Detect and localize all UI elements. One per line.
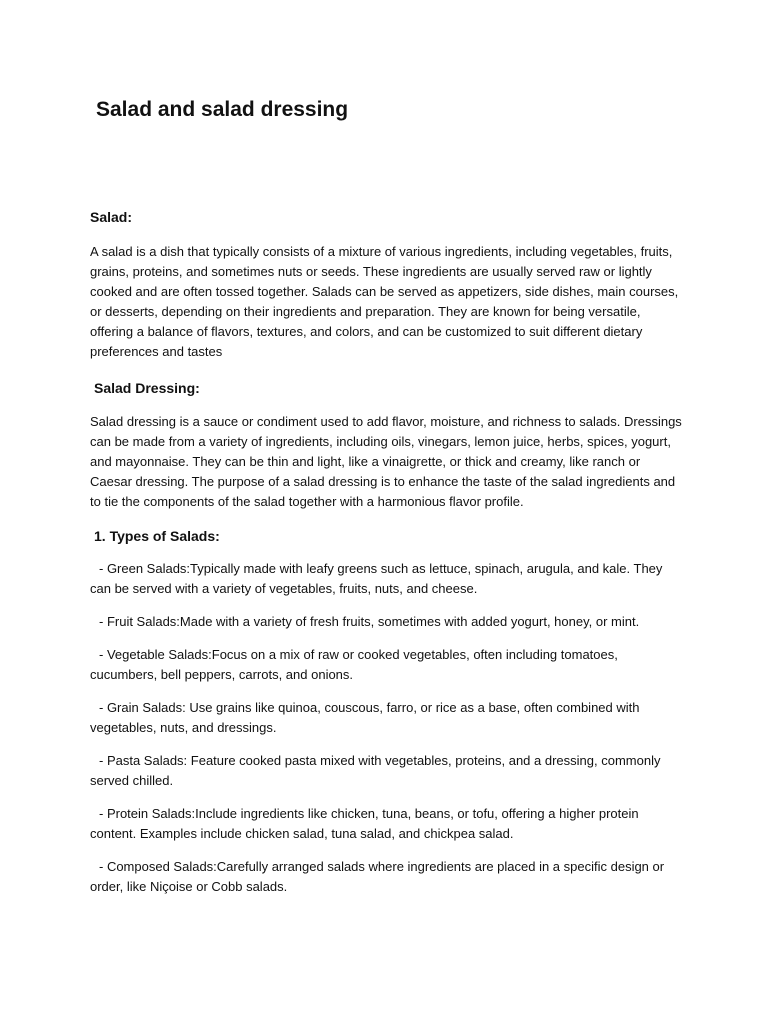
salad-paragraph: A salad is a dish that typically consists of a mixture of various ingredients, including vegetables, fruits, grains, proteins, and sometimes nuts or seeds. These ingredients are usually served raw or lightly cooked and are often tossed together. Salads can be served as appetizers, side dishes, main courses, or desserts, depending on their ingredients and preparation. They are known for being versatile, offering a balance of flavors, textures, and colors, and can be customized to suit different dietary preferences and tastes bbox=[90, 244, 679, 359]
list-item-text: - Grain Salads: Use grains like quinoa, couscous, farro, or rice as a base, often combined with vegetables, nuts, and dressings. bbox=[90, 700, 640, 735]
list-item-text: - Vegetable Salads:Focus on a mix of raw or cooked vegetables, often including tomatoes, cucumbers, bell peppers, carrots, and onions. bbox=[90, 647, 618, 682]
list-item-vegetable-salads bbox=[90, 645, 682, 685]
list-item-composed-salads bbox=[90, 857, 682, 897]
list-item-text: - Pasta Salads: Feature cooked pasta mixed with vegetables, proteins, and a dressing, commonly served chilled. bbox=[90, 753, 661, 788]
list-item-grain-salads bbox=[90, 698, 682, 738]
list-item-text: - Fruit Salads:Made with a variety of fresh fruits, sometimes with added yogurt, honey, or mint. bbox=[99, 614, 640, 629]
document-body bbox=[90, 207, 682, 910]
list-item-text: - Green Salads:Typically made with leafy greens such as lettuce, spinach, arugula, and kale. They can be served with a variety of vegetables, fruits, nuts, and cheese. bbox=[90, 561, 663, 596]
list-item-green-salads bbox=[90, 559, 682, 599]
salad-dressing-paragraph: Salad dressing is a sauce or condiment used to add flavor, moisture, and richness to salads. Dressings can be made from a variety of ingredients, including oils, vinegars, lemon juice, herbs, spices, yogurt, and mayonnaise. They can be thin and light, like a vinaigrette, or thick and creamy, like ranch or Caesar dressing. The purpose of a salad dressing is to enhance the taste of the salad ingredients and to tie the components of the salad together with a harmonious flavor profile. bbox=[90, 414, 682, 509]
list-item-text: - Protein Salads:Include ingredients like chicken, tuna, beans, or tofu, offering a higher protein content. Examples include chicken salad, tuna salad, and chickpea salad. bbox=[90, 806, 639, 841]
types-of-salads-heading: 1. Types of Salads: bbox=[94, 528, 220, 544]
document-title: Salad and salad dressing bbox=[96, 98, 349, 121]
list-item-fruit-salads bbox=[90, 612, 682, 632]
salad-dressing-heading: Salad Dressing: bbox=[94, 380, 200, 396]
salad-heading: Salad: bbox=[90, 209, 133, 225]
list-item-protein-salads bbox=[90, 804, 682, 844]
list-item-text: - Composed Salads:Carefully arranged salads where ingredients are placed in a specific design or order, like Niçoise or Cobb salads. bbox=[90, 859, 665, 894]
salad-types-list bbox=[90, 559, 682, 897]
list-item-pasta-salads bbox=[90, 751, 682, 791]
